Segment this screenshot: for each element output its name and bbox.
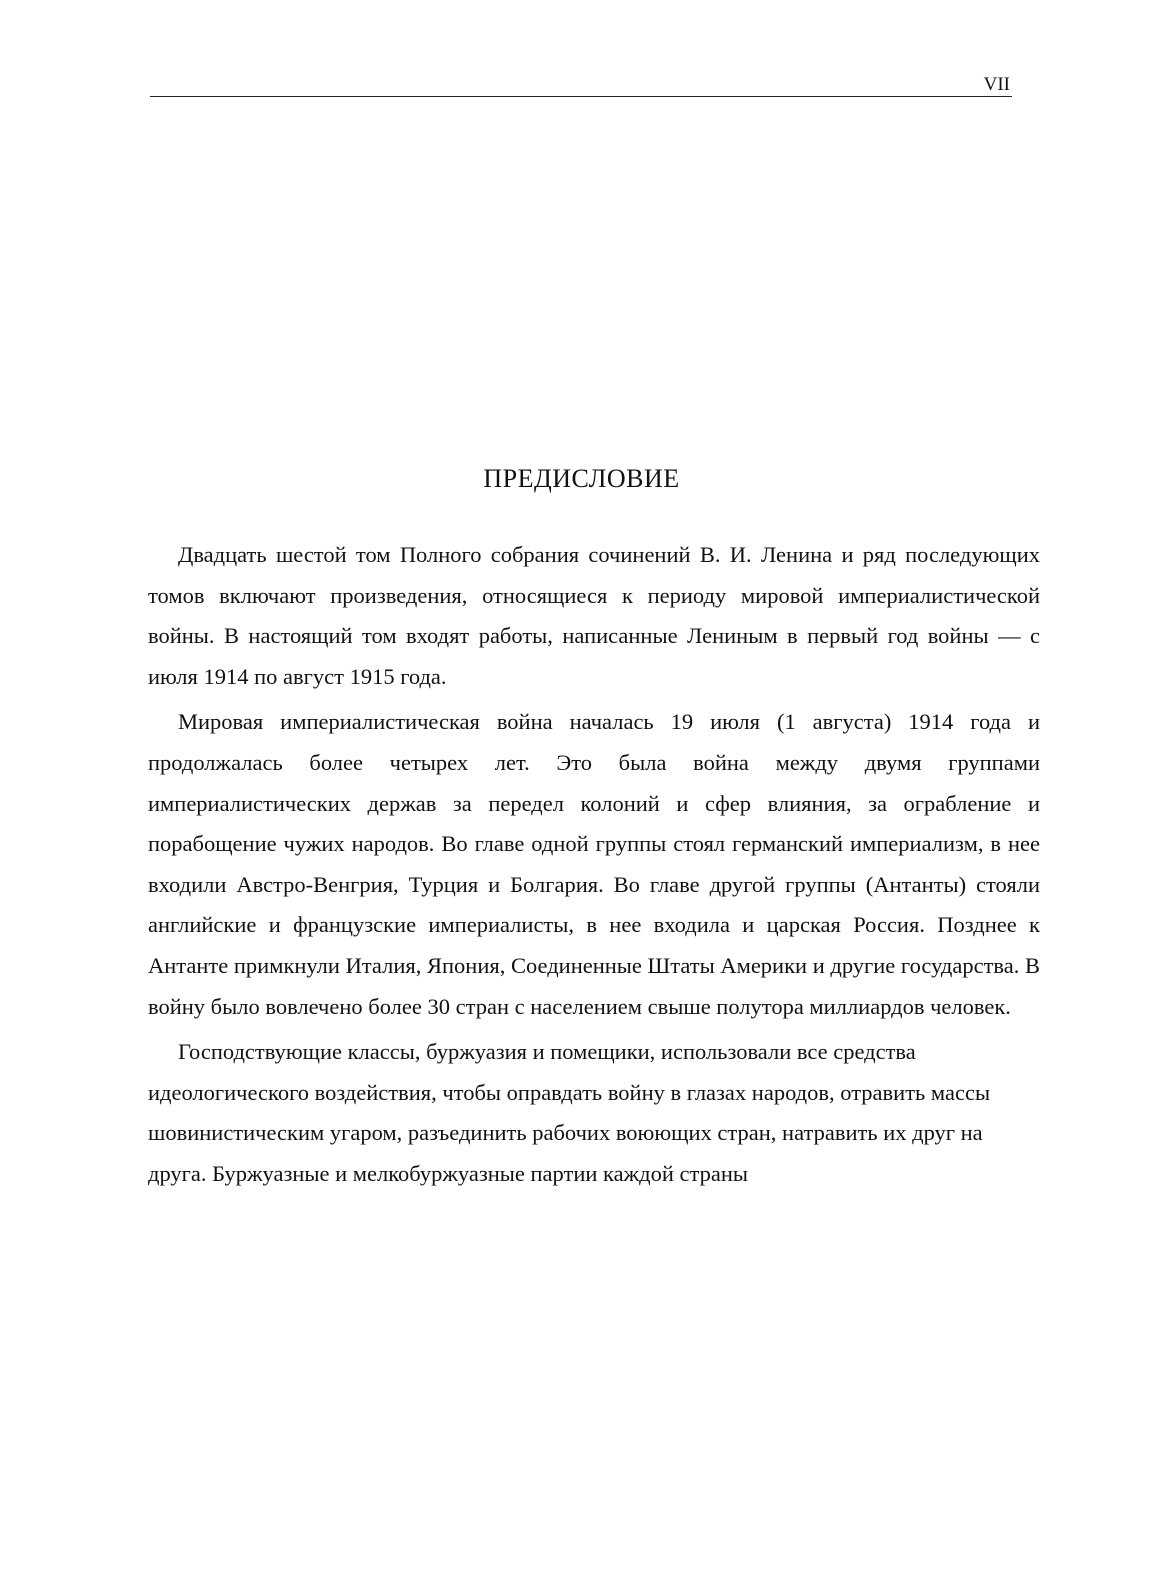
chapter-title: ПРЕДИСЛОВИЕ bbox=[483, 464, 680, 493]
paragraph: Двадцать шестой том Полного собрания сочинений В. И. Ленина и ряд последующих томов включают произведения, относящиеся к периоду мировой империалистической войны. В настоящий том входят работы, написанные Лениным в первый год войны — с июля 1914 по август 1915 года. bbox=[148, 542, 1040, 689]
page-number: VII bbox=[983, 74, 1010, 95]
page-header bbox=[150, 74, 1012, 97]
paragraph: Господствующие классы, буржуазия и помещики, использовали все средства идеологического воздействия, чтобы оправдать войну в глазах народов, отравить массы шовинистическим угаром, разъединить рабочих воюющих стран, натравить их друг на друга. Буржуазные и мелкобуржуазные партии каждой страны bbox=[148, 1039, 991, 1186]
paragraph: Мировая империалистическая война началась 19 июля (1 августа) 1914 года и продолжалась более четырех лет. Это была война между двумя группами империалистических держав за передел колоний и сфер влияния, за ограбление и порабощение чужих народов. Во главе одной группы стоял германский империализм, в нее входили Австро-Венгрия, Турция и Болгария. Во главе другой группы (Антанты) стояли английские и французские империалисты, в нее входила и царская Россия. Позднее к Антанте примкнули Италия, Япония, Соединенные Штаты Америки и другие государства. В войну было вовлечено более 30 стран с населением свыше полутора миллиардов человек. bbox=[148, 709, 1040, 1019]
body-text bbox=[148, 535, 1040, 1200]
